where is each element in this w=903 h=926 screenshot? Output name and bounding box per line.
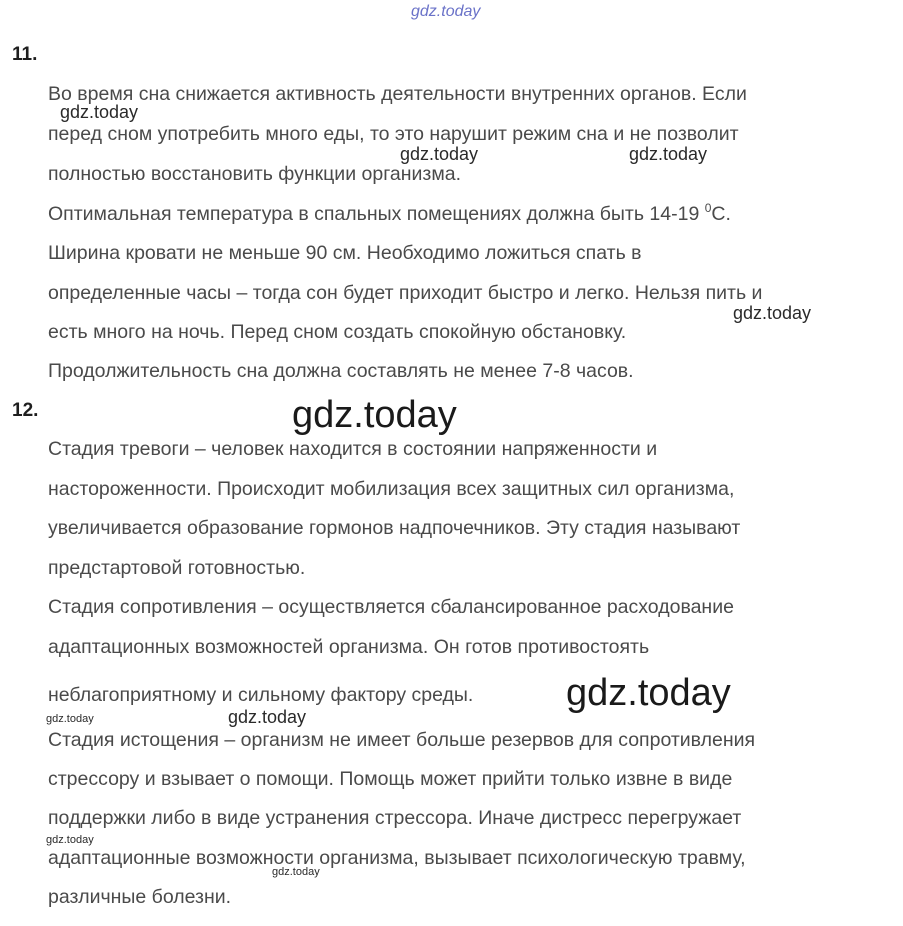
degree-sup: 0 xyxy=(704,201,712,215)
watermark-top: gdz.today xyxy=(411,3,481,20)
task-11-line-7: есть много на ночь. Перед сном создать спокойную обстановку. xyxy=(48,321,627,343)
watermark-1: gdz.today xyxy=(60,102,139,122)
watermark-9: gdz.today xyxy=(46,834,94,846)
watermark-5: gdz.today xyxy=(292,394,457,436)
task-12-line-10: поддержки либо в виде устранения стрессора. Иначе дистресс перегружает xyxy=(48,807,742,829)
task-12-line-6: адаптационных возможностей организма. Он готов противостоять xyxy=(48,636,650,658)
watermark-10: gdz.today xyxy=(272,866,320,878)
task-12-line-11: адаптационные возможности организма, вызывает психологическую травму, xyxy=(48,847,746,869)
watermark-6: gdz.today xyxy=(566,672,731,714)
task-11-line-1: Во время сна снижается активность деятельности внутренних органов. Если xyxy=(48,83,747,105)
task-11-line-4-text: Оптимальная температура в спальных помещениях должна быть 14-19 xyxy=(48,203,700,225)
watermark-2: gdz.today xyxy=(400,144,479,164)
task-11-line-4 xyxy=(48,202,731,226)
degree-unit: С. xyxy=(711,203,731,225)
task-11-line-8: Продолжительность сна должна составлять не менее 7-8 часов. xyxy=(48,360,634,382)
watermark-3: gdz.today xyxy=(629,144,708,164)
task-12-line-1: Стадия тревоги – человек находится в состоянии напряженности и xyxy=(48,438,658,460)
task-11-line-6: определенные часы – тогда сон будет приходит быстро и легко. Нельзя пить и xyxy=(48,282,763,304)
task-11-line-5: Ширина кровати не меньше 90 см. Необходимо ложиться спать в xyxy=(48,242,642,264)
task-12-line-3: увеличивается образование гормонов надпочечников. Эту стадия называют xyxy=(48,517,741,539)
task-11-number: 11. xyxy=(12,44,38,65)
watermark-7: gdz.today xyxy=(46,713,94,725)
task-12-line-4: предстартовой готовностью. xyxy=(48,557,306,579)
task-12-line-12: различные болезни. xyxy=(48,886,232,908)
task-11-line-2: перед сном употребить много еды, то это нарушит режим сна и не позволит xyxy=(48,123,739,145)
task-12-line-8: Стадия истощения – организм не имеет больше резервов для сопротивления xyxy=(48,729,756,751)
task-12-line-7: неблагоприятному и сильному фактору среды. xyxy=(48,684,474,706)
task-12-line-9: стрессору и взывает о помощи. Помощь может прийти только извне в виде xyxy=(48,768,733,790)
task-12-number: 12. xyxy=(12,400,39,421)
task-12-line-2: настороженности. Происходит мобилизация всех защитных сил организма, xyxy=(48,478,735,500)
watermark-8: gdz.today xyxy=(228,707,307,727)
task-11-line-3: полностью восстановить функции организма. xyxy=(48,163,462,185)
task-12-line-5: Стадия сопротивления – осуществляется сбалансированное расходование xyxy=(48,596,734,618)
watermark-4: gdz.today xyxy=(733,303,812,323)
